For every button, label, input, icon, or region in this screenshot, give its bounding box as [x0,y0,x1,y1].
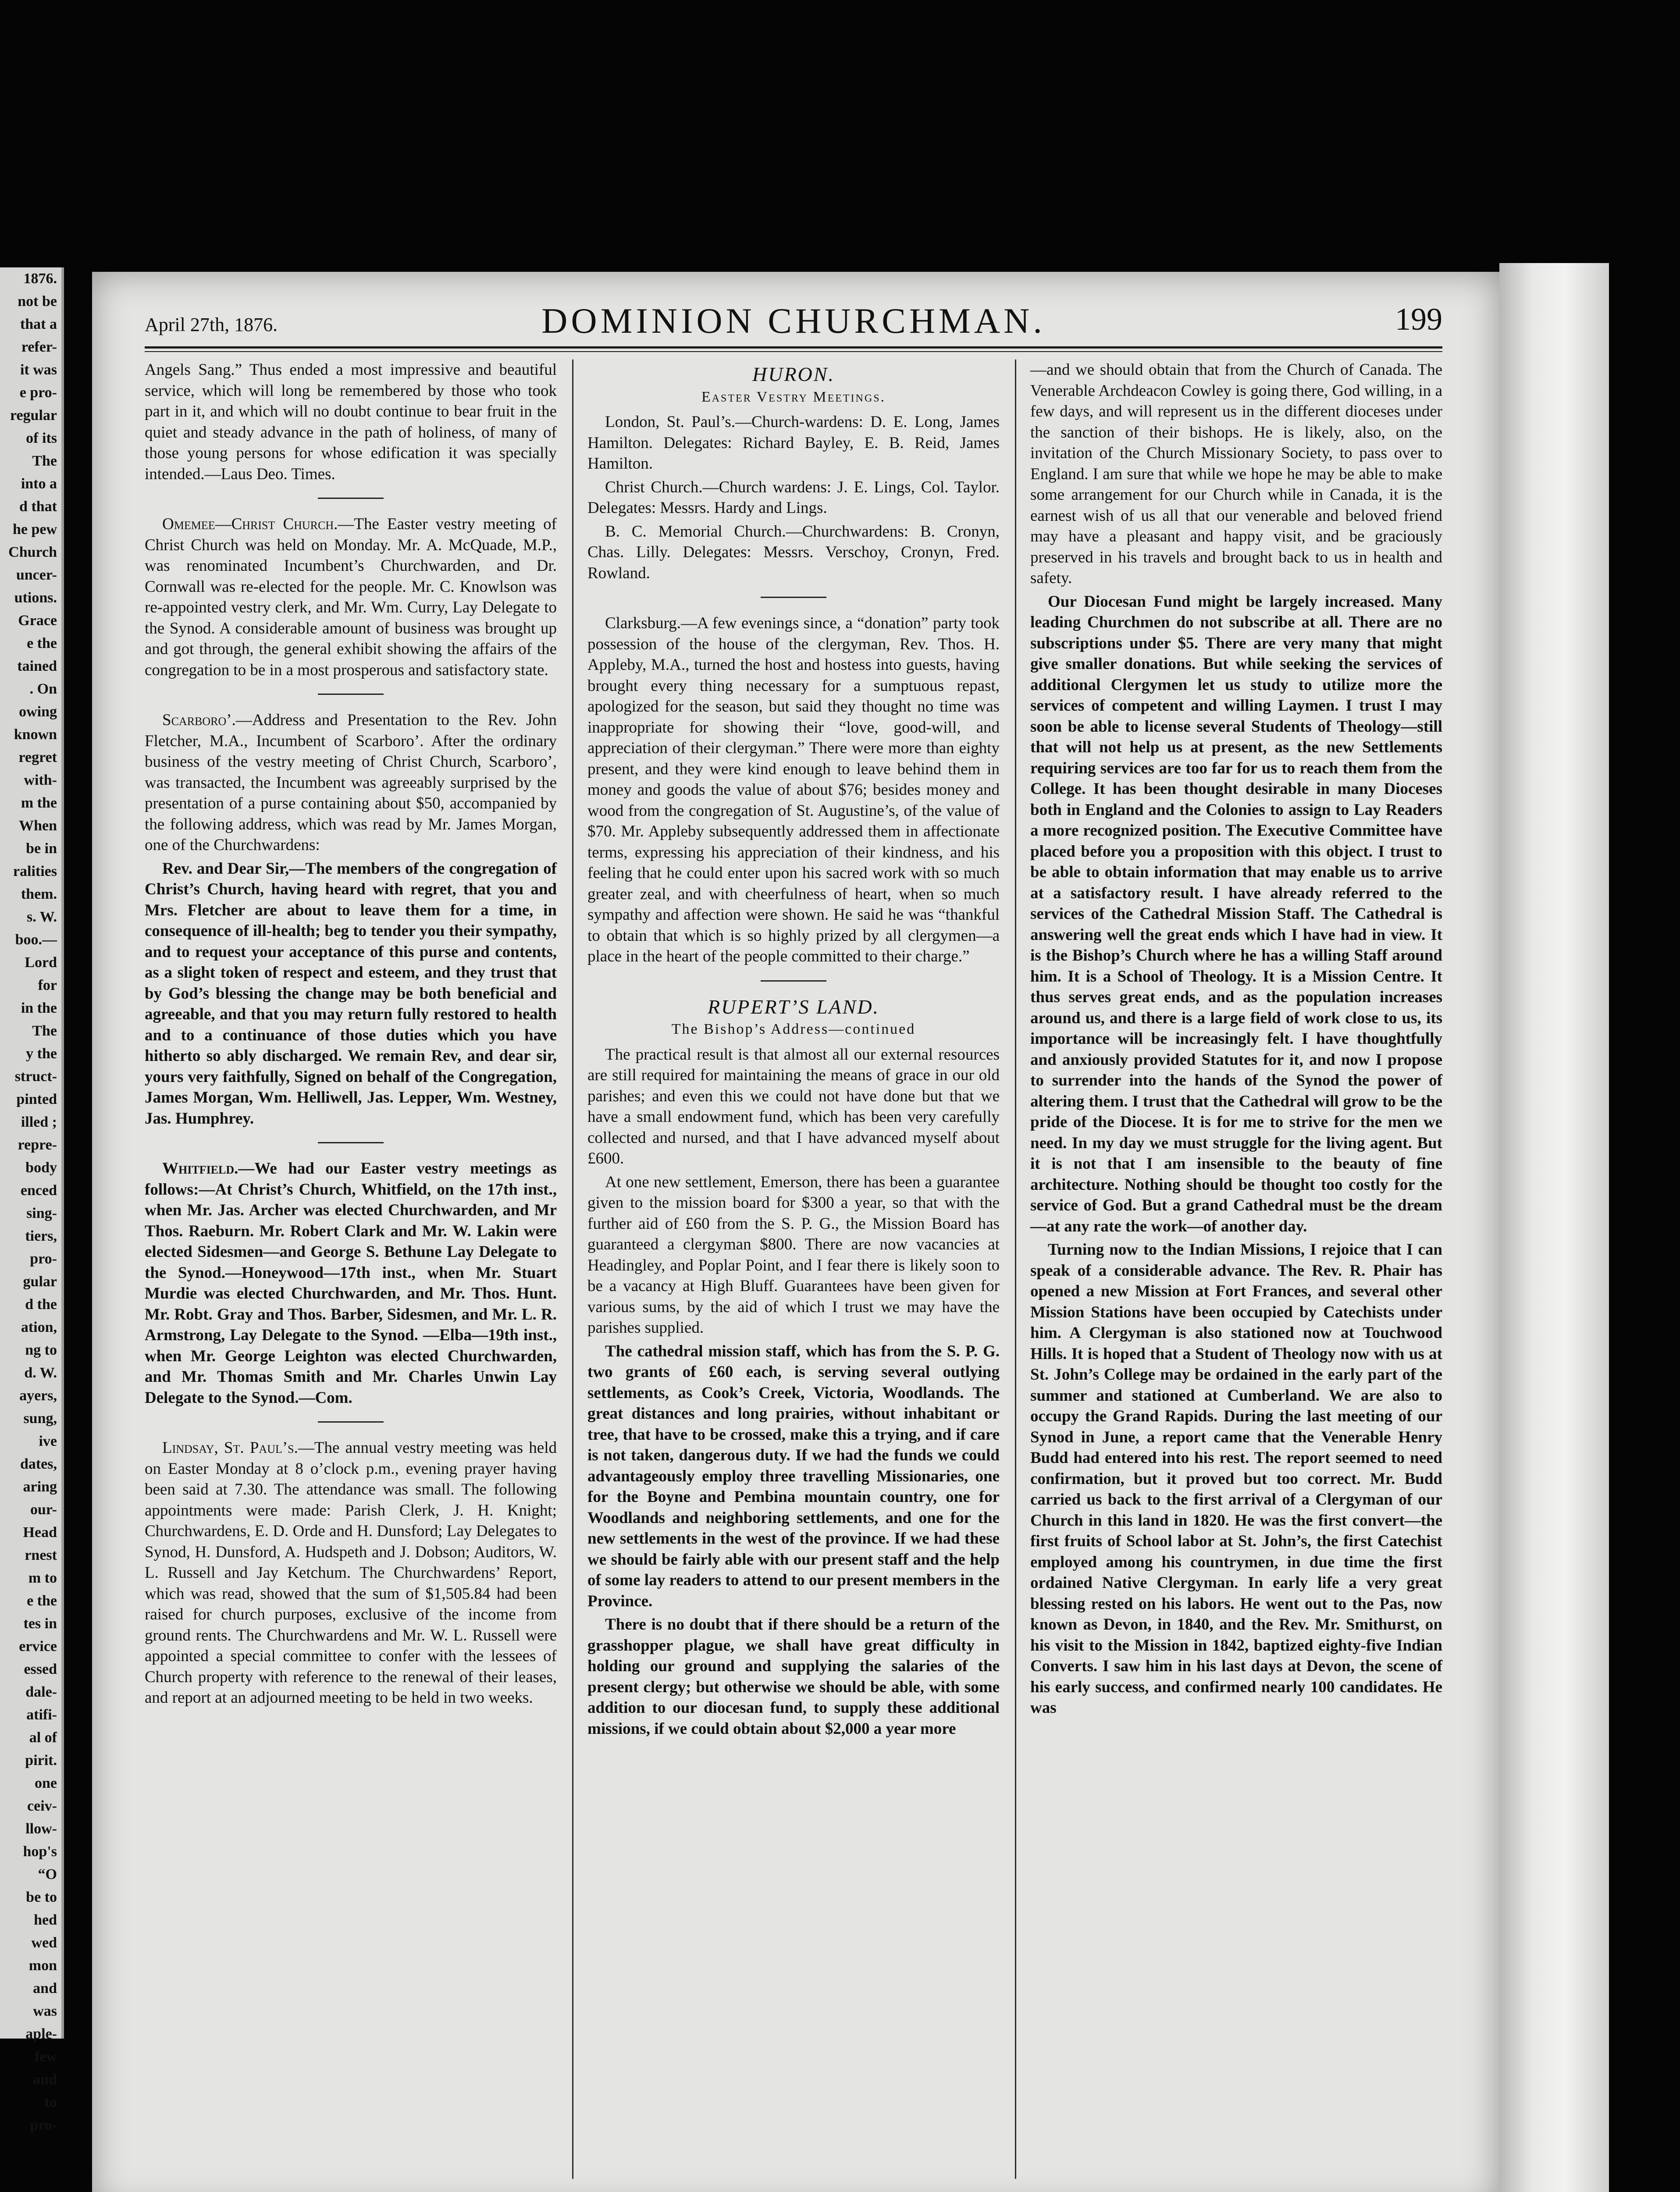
vestry-christ-church: Christ Church.—Church wardens: J. E. Lings, Col. Taylor. Delegates: Messrs. Hardy and Lings. [587,478,1000,517]
vestry-london: London, St. Paul’s.—Church-wardens: D. E. Long, James Hamilton. Delegates: Richard Bayley, E. B. Reid, James Hamilton. [587,413,1000,473]
section-title-ruperts-land: RUPERT’S LAND. [707,995,880,1018]
margin-fragment: tes in [23,1616,57,1632]
margin-fragment: s. W. [27,909,57,925]
margin-fragment: atifi- [26,1707,57,1723]
margin-fragment: wed [31,1935,57,1951]
margin-fragment: repre- [18,1137,57,1153]
margin-fragment: dates, [20,1456,57,1472]
margin-fragment: aring [23,1479,57,1495]
bishops-address-paragraph: The cathedral mission staff, which has from the S. P. G. two grants of £60 each, is serving several outlying settlements, as Cook’s Creek, Victoria, Woodlands. The great distances and long prairies, without inhabitant or tree, that have to be crossed, make this a trying, and if care is not taken, dangerous duty. If we had the funds we could advantageously employ three travelling Missionaries, one for the Boyne and Pembina mountain country, one for Woodlands and neighboring settlements, and one for the new settlements in the west of the province. If we had these we should be fairly able with our present staff and the help of some lay readers to attend to our present members in the Province. [587,1342,1000,1610]
margin-fragment: into a [21,476,57,492]
margin-fragment: The [32,453,57,469]
margin-fragment: rnest [25,1547,57,1563]
separator [318,694,384,695]
column-divider [572,359,573,2179]
separator [318,1142,384,1143]
margin-fragment: Head [23,1524,57,1541]
separator [761,980,826,982]
margin-fragment: sing- [26,1205,57,1221]
margin-fragment: regular [10,407,57,423]
margin-fragment: for [38,977,57,993]
article-lindsay-heading: Lindsay, St. Paul’s. [162,1439,298,1457]
adjacent-page-edge [0,267,64,2133]
margin-fragment: hed [34,1912,57,1928]
separator [318,1421,384,1423]
margin-fragment: ng to [25,1342,57,1358]
bishops-address-paragraph: There is no doubt that if there should be a return of the grasshopper plague, we shall have great difficulty in holding our ground and supplying the salaries of the present clergy; but otherwise we should be able, with some addition to our diocesan fund, to supply these additional missions, if we could obtain about $2,000 a year more [587,1616,1000,1738]
margin-fragment: ceiv- [27,1798,57,1814]
margin-fragment: of its [26,430,57,446]
margin-fragment: few [35,2049,57,2065]
vestry-bc-memorial: B. C. Memorial Church.—Churchwardens: B. Cronyn, Chas. Lilly. Delegates: Messrs. Verschoy, Cronyn, Fred. Rowland. [587,522,1000,582]
margin-fragment: y the [26,1046,57,1062]
margin-fragment: was [33,2003,57,2019]
article-whitfield-body: —We had our Easter vestry meetings as follows:—At Christ’s Church, Whitfield, on the 17th inst., when Mr. Jas. Archer was elected Churchwarden, and Mr Thos. Raeburn. Mr. Robert Clark and Mr. W. Lakin were elected Sidesmen—and George S. Bethune Lay Delegate to the Synod.—Honeywood—17th inst., when Mr. Stuart Murdie was elected Churchwarden, and Mr. Thos. Hunt. Mr. Robt. Gray and Thos. Barber, Sidesmen, and Mr. L. R. Armstrong, Lay Delegate to the Synod. —Elba—19th inst., when Mr. George Leighton was elected Churchwarden, and Mr. Thomas Smith and Mr. Charles Unwin Lay Delegate to the Synod.—Com. [145,1160,557,1407]
section-subtitle-bishops-address: The Bishop’s Address—continued [671,1021,916,1037]
margin-fragment: owing [19,704,57,720]
margin-fragment: Church [8,544,57,560]
margin-fragment: known [14,726,57,743]
article-omemee-body: —The Easter vestry meeting of Christ Church was held on Monday. Mr. A. McQuade, M.P., was renominated Incumbent’s Churchwarden, and Dr. Cornwall was re-elected for the people. Mr. C. Knowlson was re-appointed vestry clerk, and Mr. Wm. Curry, Lay Delegate to the Synod. A considerable amount of business was brought up and got through, the general exhibit showing the affairs of the congregation to be in a most prosperous and satisfactory state. [145,515,557,679]
margin-fragment: llow- [25,1821,57,1837]
margin-fragment: e pro- [19,384,57,401]
article-clarksburg: Clarksburg.—A few evenings since, a “donation” party took possession of the house of the clergyman, Rev. Thos. H. Appleby, M.A., turned the host and hostess into guests, having brought every thing necessary for a sumptuous repast, apologized for the season, but said they thought no time was inappropriate for showing their “love, good-will, and appreciation of their clergyman.” There were more than eighty present, and they were kind enough to leave behind them in money and goods the value of about $76; besides money and wood from the congregation of St. Augustine’s, of the value of $70. Mr. Appleby subsequently addressed them in affectionate terms, expressing his appreciation of their kindness, and his feeling that he could enter upon his sacred work with so much greater zeal, and with cheerfulness of heart, when so much sympathy and affection were shown. He said he was “thankful to obtain that which is so highly prized by all clergymen—a place in the heart of the people committed to their charge.” [587,614,1000,965]
page-header [145,296,1442,344]
bishops-address-continuation: —and we should obtain that from the Church of Canada. The Venerable Archdeacon Cowley is going there, God willing, in a few days, and will represent us in the different dioceses under the sanction of their bishops. He is likely, also, on the invitation of the Church Missionary Society, to pass over to England. I am sure that while we hope he may be able to make some arrangement for our Church while in Canada, it is the earnest wish of us all that our venerable and beloved friend may have a pleasant and happy visit, and be graciously preserved in his travels and brought back to us in health and safety. [1030,361,1442,587]
margin-fragment: ive [39,1433,57,1449]
article-omemee-heading: Omemee—Christ Church. [162,515,338,533]
address-to-rev-fletcher: Rev. and Dear Sir,—The members of the congregation of Christ’s Church, having heard with regret, that you and Mrs. Fletcher are about to leave them for a time, in consequence of ill-health; beg to tender you their sympathy, and to request your acceptance of this purse and contents, as a slight token of respect and esteem, and they trust that by God’s blessing the change may be both beneficial and agreeable, and that you may return fully restored to health and to a continuance of those duties which you have hitherto so ably discharged. We remain Rev, and dear sir, yours very faithfully, Signed on behalf of the Congregation, James Morgan, Wm. Helliwell, Jas. Lepper, Wm. Westney, Jas. Humphrey. [145,859,557,1128]
margin-fragment: pro- [30,2117,57,2133]
column-3 [1030,359,1442,2179]
margin-fragment: e the [27,635,57,651]
margin-fragment: essed [24,1661,57,1677]
newspaper-page [92,272,1499,2192]
margin-fragment: them. [21,886,57,902]
margin-fragment: al of [29,1729,57,1746]
margin-fragment: boo.— [15,932,57,948]
margin-fragment: ralities [13,863,57,879]
margin-fragment: struct- [14,1068,57,1085]
margin-fragment: and [33,1980,57,1996]
bishops-address-paragraph: The practical result is that almost all our external resources are still required for maintaining the means of grace in our old parishes; and even this we could not have done but that we have a small endowment fund, which has been very carefully collected and nursed, and that I have advanced myself about £600. [587,1045,1000,1167]
article-lindsay [145,1438,557,1708]
margin-fragment: our- [30,1502,57,1518]
margin-fragment: body [25,1160,57,1176]
section-title-huron: HURON. [752,363,835,385]
article-scarboro-body: —Address and Presentation to the Rev. John Fletcher, M.A., Incumbent of Scarboro’. After the ordinary business of the vestry meeting of Christ Church, Scarboro’, was transacted, the Incumbent was agreeably surprised by the presentation of a purse containing about $50, accompanied by the following address, which was read by Mr. James Morgan, one of the Churchwardens: [145,711,557,854]
margin-fragment: Lord [25,954,57,971]
margin-fragment: refer- [21,339,57,355]
article-omemee [145,514,557,680]
margin-fragment: dale- [25,1684,57,1700]
margin-fragment: hop's [23,1843,57,1860]
margin-fragment: d that [19,498,57,515]
margin-fragment: d the [25,1296,57,1313]
margin-fragment: enced [20,1182,57,1199]
margin-fragment: one [35,1775,57,1791]
margin-fragment: e the [27,1593,57,1609]
article-whitfield-heading: Whitfield. [162,1160,238,1178]
margin-fragment: be to [26,1889,57,1905]
article-closing-paragraph: Angels Sang.” Thus ended a most impressive and beautiful service, which will long be remembered by those who took part in it, and which will no doubt continue to bear fruit in the quiet and steady advance in the path of holiness, of many of those young persons for whose edification it was specially intended.—Laus Deo. Times. [145,361,557,483]
book-page-edges [1499,263,1609,2192]
margin-fragment: aple- [25,2026,57,2042]
margin-fragment: he pew [12,521,57,537]
margin-fragment: Grace [18,612,57,629]
page-number: 199 [1395,302,1442,337]
margin-fragment: ation, [21,1319,57,1335]
margin-fragment: sung, [23,1410,57,1427]
bishops-address-paragraph: Turning now to the Indian Missions, I rejoice that I can speak of a considerable advance. The Rev. R. Phair has opened a new Mission at Fort Frances, and several other Mission Stations have been occupied by Catechists under him. A Clergyman is also stationed now at Touchwood Hills. It is hoped that a Student of Theology now with us at St. John’s College may be ordained in the early part of the summer and stationed at Cumberland. We are also to occupy the Grand Rapids. During the last meeting of our Synod in June, a report came that the Venerable Henry Budd had entered into his rest. The report seemed to need confirmation, but it proved but too correct. Mr. Budd carried us back to the first arrival of a Clergyman of our Church in this land in 1820. He was the first convert—the first fruits of School labor at St. John’s, the first Catechist employed among his countrymen, in due time the first ordained Native Clergyman. In early life a very great blessing rested on his labors. He went out to the Pas, now known as Devon, in 1840, and the Rev. Mr. Smithurst, on his visit to the Mission in 1842, baptized eighty-five Indian Converts. I saw him in his last days at Devon, the scene of his early success, and confirmed nearly 100 candidates. He was [1030,1241,1442,1717]
margin-fragment: it was [20,362,57,378]
margin-fragment: with- [24,772,57,788]
issue-date: April 27th, 1876. [145,314,278,335]
margin-fragment: gular [23,1274,57,1290]
margin-fragment: d. W. [24,1365,57,1381]
margin-fragment: mon [28,1957,57,1974]
margin-fragment: ervice [19,1638,57,1655]
margin-fragment: uncer- [16,567,57,583]
column-divider [1015,359,1016,2179]
margin-fragment: in the [21,1000,57,1016]
margin-fragment: that a [20,316,57,332]
margin-fragment: pirit. [25,1752,57,1769]
column-1 [145,359,557,2179]
article-scarboro [145,710,557,856]
section-subtitle-vestry: Easter Vestry Meetings. [701,388,886,405]
masthead-title: DOMINION CHURCHMAN. [541,301,1046,341]
margin-fragment: and [33,2071,57,2088]
margin-fragment: . On [29,681,57,697]
margin-fragment: be in [26,840,57,857]
margin-fragment: When [19,818,57,834]
margin-fragment: “O [38,1866,57,1882]
margin-fragment: regret [18,749,57,765]
margin-fragment: m the [21,795,57,811]
separator [318,498,384,499]
margin-fragment: utions. [14,590,57,606]
margin-fragment: tiers, [25,1228,57,1244]
margin-fragment: illed ; [21,1114,57,1130]
column-2 [587,359,1000,2179]
separator [761,597,826,598]
header-rule [145,346,1442,352]
margin-fragment: The [32,1023,57,1039]
margin-fragment: ayers, [19,1388,57,1404]
margin-fragment: to [44,2094,57,2110]
article-whitfield [145,1158,557,1408]
bishops-address-paragraph: At one new settlement, Emerson, there has been a guarantee given to the mission board for $300 a year, so that with the further aid of £60 from the S. P. G., the Mission Board has guaranteed a clergyman $800. There are now vacancies at Headingley, and Poplar Point, and I fear there is likely soon to be a vacancy at High Bluff. Guarantees have been given for various sums, by the aid of which I trust we may have the parishes supplied. [587,1173,1000,1337]
margin-fragment: pinted [16,1091,57,1107]
margin-fragment: pro- [30,1251,57,1267]
article-lindsay-body: —The annual vestry meeting was held on Easter Monday at 8 o’clock p.m., evening prayer having been said at 7.30. The attendance was small. The following appointments were made: Parish Clerk, J. H. Knight; Churchwardens, E. D. Orde and H. Dunsford; Lay Delegates to Synod, H. Dunsford, A. Hudspeth and J. Dobson; Auditors, W. L. Russell and Jay Ketchum. The Churchwardens’ Report, which was read, showed that the sum of $1,505.84 had been raised for church purposes, exclusive of the income from ground rents. The Churchwardens and Mr. W. L. Russell were appointed a special committee to confer with the lessees of Church property with reference to the renewal of their leases, and report at an adjourned meeting to be held in two weeks. [145,1439,557,1707]
bishops-address-paragraph: Our Diocesan Fund might be largely increased. Many leading Churchmen do not subscribe at all. There are no subscriptions under $5. There are very many that might give smaller donations. But while seeking the services of additional Clergymen let us study to utilize more the services of competent and willing Laymen. I trust I may soon be able to license several Students of Theology—still that will not help us at present, as the new Settlements requiring services are too far for us to reach them from the College. It has been thought desirable in many Dioceses both in England and the Colonies to assign to Lay Readers a more recognized position. The Executive Committee have placed before you a proposition with this object. I trust to be able to obtain information that may enable us to arrive at a satisfactory result. I have already referred to the services of the Cathedral Mission Staff. The Cathedral is answering well the great ends which I have had in view. It is the Bishop’s Church where he has a willing Staff around him. It is a School of Theology. It is a Mission Centre. It thus serves great ends, and as the population increases around us, and there is a large field of work close to us, its importance will be increasingly felt. I have thoughtfully and anxiously provided Statutes for it, and now I propose to surrender into the hands of the Synod the power of altering them. I trust that the Cathedral will grow to be the pride of the Diocese. It is for me to strive for the men we need. In my day we must struggle for the living agent. But it is not that I am insensible to the beauty of fine architecture. Nothing should be thought too costly for the service of God. But a grand Cathedral must be the dream—at any rate the work—of another day. [1030,592,1442,1235]
margin-fragment: not be [18,293,57,310]
margin-fragment: tained [17,658,57,674]
margin-fragment: m to [28,1570,57,1586]
margin-fragment: 1876. [23,270,57,287]
article-scarboro-heading: Scarboro’. [162,711,236,729]
